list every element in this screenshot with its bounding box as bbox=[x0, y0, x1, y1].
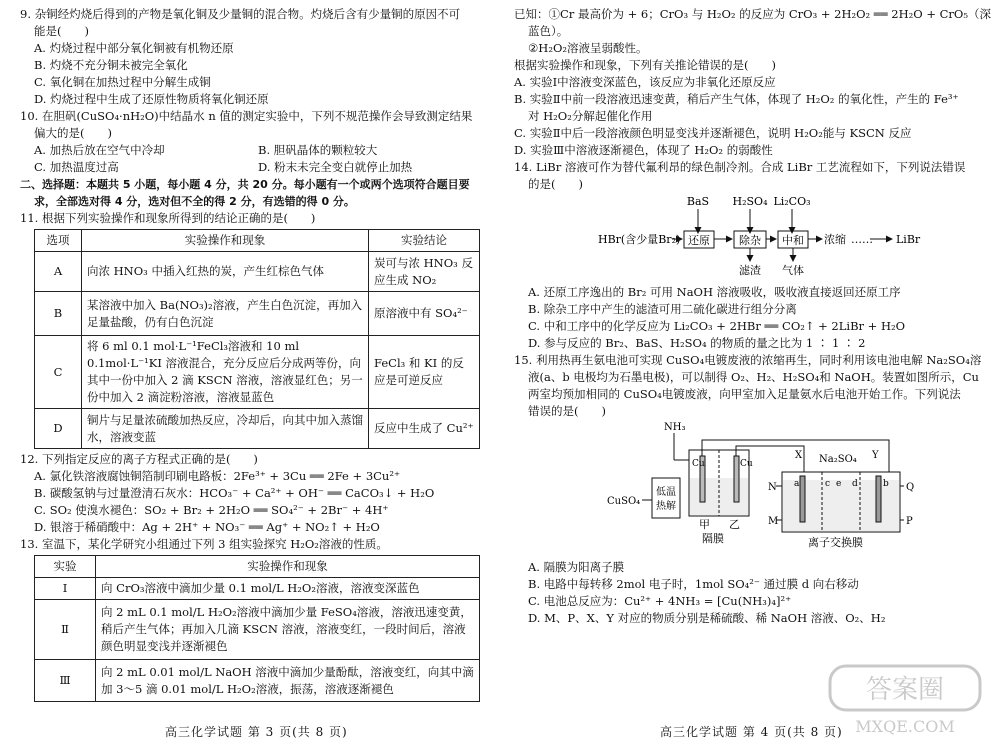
row-operation: 将 6 ml 0.1 mol·L⁻¹FeCl₃溶液和 10 ml 0.1mol·L⁻¹KI 溶液混合，充分反应后分成两等份，向其中一份中加入 2 滴 KSCN 溶液，溶液显红色；另一份中加入 2 滴淀粉溶液，溶液显蓝色 bbox=[82, 336, 369, 409]
q15-stem-line2: 液(a、b 电极均为石墨电极)，可以制得 O₂、H₂、H₂SO₄和 NaOH。装置如图所示，Cu bbox=[528, 370, 979, 384]
watermark-logo bbox=[826, 660, 986, 740]
question-15 bbox=[514, 352, 982, 627]
row-conclusion: 反应中生成了 Cu²⁺ bbox=[369, 409, 480, 449]
q10-option-d: D. 粉末未完全变白就停止加热 bbox=[258, 160, 413, 174]
page-4-column bbox=[514, 6, 991, 627]
row-option: B bbox=[35, 292, 82, 336]
fig-ion-exchange-membrane: 离子交换膜 bbox=[808, 536, 863, 549]
q12-option-b: B. 碳酸氢钠与过量澄清石灰水：HCO₃⁻ + Ca²⁺ + OH⁻ ══ CaCO₃↓ + H₂O bbox=[34, 486, 435, 500]
fig-nh3: NH₃ bbox=[664, 422, 686, 433]
fig-jia: 甲 bbox=[699, 518, 710, 531]
row-number: Ⅱ bbox=[35, 600, 96, 660]
q11-stem: 11. 根据下列实验操作和现象所得到的结论正确的是( ) bbox=[20, 211, 316, 225]
row-operation: 向 CrO₃溶液中滴加少量 0.1 mol/L H₂O₂溶液，溶液变深蓝色 bbox=[96, 578, 480, 600]
q13-option-c: C. 实验Ⅱ中后一段溶液颜色明显变浅并逐渐褪色，说明 H₂O₂能与 KSCN 反应 bbox=[514, 126, 912, 140]
q15-option-a: A. 隔膜为阳离子膜 bbox=[528, 560, 625, 574]
q11-header-option: 选项 bbox=[35, 230, 82, 252]
flow-step-neutralize: 中和 bbox=[782, 234, 804, 247]
fig-heat-label-1: 低温 bbox=[656, 487, 676, 498]
row-number: Ⅰ bbox=[35, 578, 96, 600]
q14-option-d: D. 参与反应的 Br₂、BaS、H₂SO₄ 的物质的量之比为 1 ∶ 1 ∶ 2 bbox=[528, 336, 866, 350]
flow-input-h2so4: H₂SO₄ bbox=[732, 195, 768, 208]
question-10 bbox=[20, 108, 482, 176]
q15-stem-line4: 错误的是( ) bbox=[528, 404, 606, 418]
q10-option-a: A. 加热后放在空气中冷却 bbox=[34, 143, 165, 157]
fig-x: X bbox=[795, 450, 803, 461]
row-operation: 向浓 HNO₃ 中插入红热的炭，产生红棕色气体 bbox=[82, 252, 369, 292]
fig-b: b bbox=[883, 479, 889, 489]
q12-option-d: D. 银溶于稀硝酸中：Ag + 2H⁺ + NO₃⁻ ══ Ag⁺ + NO₂↑ + H₂O bbox=[34, 520, 380, 534]
question-13-continued bbox=[514, 6, 991, 159]
row-conclusion: 炭可与浓 HNO₃ 反应生成 NO₂ bbox=[369, 252, 480, 292]
question-11 bbox=[20, 210, 482, 449]
q13-known-1: 已知：①Cr 最高价为 + 6；CrO₃ 与 H₂O₂ 的反应为 CrO₃ + 2H₂O₂ ══ 2H₂O + CrO₅（深 bbox=[514, 7, 991, 21]
row-operation: 某溶液中加入 Ba(NO₃)₂溶液，产生白色沉淀，再加入足量盐酸，仍有白色沉淀 bbox=[82, 292, 369, 336]
q12-stem: 12. 下列指定反应的离子方程式正确的是( ) bbox=[20, 452, 258, 466]
section-2-line1: 二、选择题：本题共 5 小题，每小题 4 分，共 20 分。每小题有一个或两个选项符合题目要 bbox=[20, 178, 470, 191]
table-row bbox=[35, 578, 480, 600]
row-operation: 铜片与足量浓硫酸加热反应，冷却后，向其中加入蒸馏水，溶液变蓝 bbox=[82, 409, 369, 449]
q13-option-a: A. 实验Ⅰ中溶液变深蓝色，该反应为非氧化还原反应 bbox=[514, 75, 776, 89]
question-9 bbox=[20, 6, 482, 108]
table-row bbox=[35, 409, 480, 449]
table-row bbox=[35, 252, 480, 292]
fig-cu-left: Cu bbox=[692, 459, 705, 469]
fig-m: M bbox=[768, 516, 779, 527]
fig-p: P bbox=[906, 516, 913, 527]
q15-option-d: D. M、P、X、Y 对应的物质分别是稀硫酸、稀 NaOH 溶液、O₂、H₂ bbox=[528, 611, 886, 625]
q9-stem-line2: 能是( ) bbox=[34, 24, 89, 38]
q9-option-b: B. 灼烧不充分铜未被完全氧化 bbox=[34, 58, 188, 72]
question-14 bbox=[514, 159, 982, 352]
row-option: C bbox=[35, 336, 82, 409]
flow-concentrate: 浓缩 bbox=[824, 233, 846, 246]
fig-na2so4: Na₂SO₄ bbox=[819, 454, 857, 465]
q12-option-a: A. 氯化铁溶液腐蚀铜箔制印刷电路板：2Fe³⁺ + 3Cu ══ 2Fe + 3Cu²⁺ bbox=[34, 469, 401, 483]
table-row bbox=[35, 600, 480, 660]
q13-header-experiment: 实验 bbox=[35, 556, 96, 578]
q11-table bbox=[34, 229, 480, 449]
footer-page-4: 高三化学试题 第 4 页(共 8 页) bbox=[660, 725, 843, 739]
q13-header-operation: 实验操作和现象 bbox=[96, 556, 480, 578]
table-row bbox=[35, 660, 480, 702]
fig-cu-right: Cu bbox=[740, 459, 753, 469]
q14-stem-line2: 的是( ) bbox=[528, 177, 583, 191]
fig-yi: 乙 bbox=[729, 518, 740, 531]
section-2-line2: 求，全部选对得 4 分，选对但不全的得 2 分，有选错的得 0 分。 bbox=[34, 195, 355, 208]
fig-cuso4: CuSO₄ bbox=[607, 496, 641, 507]
flow-input-li2co3: Li₂CO₃ bbox=[773, 195, 811, 208]
q13-known-1b: 蓝色）。 bbox=[528, 24, 569, 38]
row-conclusion: FeCl₃ 和 KI 的反应是可逆反应 bbox=[369, 336, 480, 409]
q13-option-d: D. 实验Ⅲ中溶液逐渐褪色，体现了 H₂O₂ 的弱酸性 bbox=[514, 143, 773, 157]
q11-header-conclusion: 实验结论 bbox=[369, 230, 480, 252]
question-13 bbox=[20, 536, 482, 702]
q13-option-b: B. 实验Ⅱ中前一段溶液迅速变黄，稍后产生气体，体现了 H₂O₂ 的氧化性，产生的 Fe³⁺ bbox=[514, 92, 959, 106]
q15-stem-line1: 15. 利用热再生氨电池可实现 CuSO₄电镀废液的浓缩再生，同时利用该电池电解 Na₂SO₄溶 bbox=[514, 353, 982, 367]
q15-stem-line3: 两室均预加相同的 CuSO₄电镀废液，向甲室加入足量氨水后电池开始工作。下列说法 bbox=[528, 387, 961, 401]
row-option: D bbox=[35, 409, 82, 449]
q15-option-c: C. 电池总反应为：Cu²⁺ + 4NH₃ = [Cu(NH₃)₄]²⁺ bbox=[528, 594, 792, 608]
q9-option-d: D. 灼烧过程中生成了还原性物质将氧化铜还原 bbox=[34, 92, 269, 106]
flow-input-bas: BaS bbox=[686, 195, 710, 208]
footer-page-3: 高三化学试题 第 3 页(共 8 页) bbox=[165, 725, 348, 739]
flow-out-residue: 滤渣 bbox=[739, 264, 761, 277]
q13-table bbox=[34, 555, 480, 702]
fig-membrane: 隔膜 bbox=[702, 532, 724, 545]
q13-known-2: ②H₂O₂溶液呈弱酸性。 bbox=[528, 41, 648, 55]
row-option: A bbox=[35, 252, 82, 292]
q14-option-b: B. 除杂工序中产生的滤渣可用二硫化碳进行组分分离 bbox=[528, 302, 797, 316]
row-operation: 向 2 mL 0.01 mol/L NaOH 溶液中滴加少量酚酞，溶液变红，向其中滴加 3～5 滴 0.01 mol/L H₂O₂溶液，振荡，溶液逐渐褪色 bbox=[96, 660, 480, 702]
fig-heat-label-2: 热解 bbox=[656, 501, 676, 512]
fig-a: a bbox=[794, 479, 800, 489]
q14-stem-line1: 14. LiBr 溶液可作为替代氟利昂的绿色制冷剂。合成 LiBr 工艺流程如下，下列说法错误 bbox=[514, 160, 966, 174]
lib-process-flowchart bbox=[514, 193, 982, 279]
q9-option-c: C. 氧化铜在加热过程中分解生成铜 bbox=[34, 75, 211, 89]
fig-c: c bbox=[825, 479, 831, 489]
fig-d: d bbox=[852, 479, 858, 489]
q10-stem-line1: 10. 在胆矾(CuSO₄·nH₂O)中结晶水 n 值的测定实验中，下列不规范操作会导致测定结果 bbox=[20, 109, 473, 123]
flow-step-purify: 除杂 bbox=[739, 234, 761, 247]
q10-option-b: B. 胆矾晶体的颗粒较大 bbox=[258, 143, 378, 157]
row-operation: 向 2 mL 0.1 mol/L H₂O₂溶液中滴加少量 FeSO₄溶液，溶液迅速变黄，稍后产生气体；再加入几滴 KSCN 溶液，溶液变红，一段时间后，溶液颜色明显变浅并逐渐褪色 bbox=[96, 600, 480, 660]
q10-stem-line2: 偏大的是( ) bbox=[34, 126, 112, 140]
fig-q: Q bbox=[906, 482, 915, 493]
q9-stem-line1: 9. 杂铜经灼烧后得到的产物是氧化铜及少量铜的混合物。灼烧后含有少量铜的原因不可 bbox=[20, 7, 461, 21]
watermark-url: MXQE.COM bbox=[855, 717, 955, 736]
question-12 bbox=[20, 451, 482, 536]
q13-ask: 根据实验操作和现象，下列有关推论错误的是( ) bbox=[514, 58, 776, 72]
flow-start: HBr(含少量Br₂) bbox=[598, 233, 681, 246]
flow-product: LiBr bbox=[896, 233, 921, 246]
row-number: Ⅲ bbox=[35, 660, 96, 702]
section-2-heading bbox=[20, 176, 482, 210]
q15-option-b: B. 电路中每转移 2mol 电子时，1mol SO₄²⁻ 通过膜 d 向右移动 bbox=[528, 577, 859, 591]
q13-stem: 13. 室温下，某化学研究小组通过下列 3 组实验探究 H₂O₂溶液的性质。 bbox=[20, 537, 388, 551]
q14-option-c: C. 中和工序中的化学反应为 Li₂CO₃ + 2HBr ══ CO₂↑ + 2LiBr + H₂O bbox=[528, 319, 906, 333]
ammonia-battery-electrolysis-figure bbox=[514, 420, 982, 554]
fig-y: Y bbox=[872, 450, 879, 461]
watermark-text: 答案圈 bbox=[865, 675, 945, 705]
fig-e: e bbox=[836, 479, 842, 489]
q9-option-a: A. 灼烧过程中部分氧化铜被有机物还原 bbox=[34, 41, 234, 55]
svg-text:……: …… bbox=[851, 233, 873, 246]
row-conclusion: 原溶液中有 SO₄²⁻ bbox=[369, 292, 480, 336]
fig-n: N bbox=[768, 482, 777, 493]
q11-header-operation: 实验操作和现象 bbox=[82, 230, 369, 252]
q13-option-b-cont: 对 H₂O₂分解起催化作用 bbox=[528, 109, 653, 123]
flow-step-reduce: 还原 bbox=[688, 234, 710, 247]
page-3-column bbox=[20, 6, 482, 704]
q14-option-a: A. 还原工序逸出的 Br₂ 可用 NaOH 溶液吸收，吸收液直接返回还原工序 bbox=[528, 285, 901, 299]
table-row bbox=[35, 292, 480, 336]
q10-option-c: C. 加热温度过高 bbox=[34, 160, 119, 174]
table-row bbox=[35, 336, 480, 409]
flow-out-gas: 气体 bbox=[782, 264, 804, 277]
q12-option-c: C. SO₂ 使溴水褪色：SO₂ + Br₂ + 2H₂O ══ SO₄²⁻ + 2Br⁻ + 4H⁺ bbox=[34, 503, 389, 517]
